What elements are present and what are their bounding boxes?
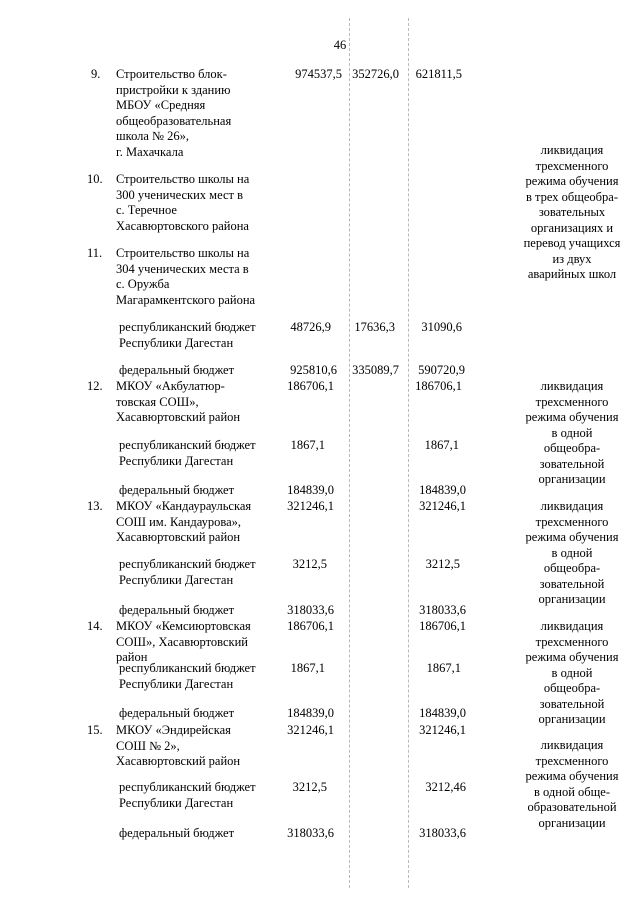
funding-source: республиканский бюджет Республики Дагестан — [119, 557, 256, 587]
amount-total: 3212,5 — [292, 557, 327, 571]
amount-total: 321246,1 — [287, 499, 334, 513]
row-number: 13. — [87, 499, 103, 513]
row-number: 11. — [87, 246, 103, 260]
amount-year-2: 321246,1 — [419, 499, 466, 513]
purpose-note: ликвидация трехсменного режима обучения в одной общеобра- зовательной организации — [525, 379, 619, 486]
amount-year-2: 621811,5 — [415, 67, 462, 81]
object-name: Строительство блок- пристройки к зданию МБОУ «Средняя общеобразовательная школа № 26», г. Махачкала — [116, 67, 232, 159]
amount-total: 925810,6 — [290, 363, 337, 377]
amount-year-2: 184839,0 — [419, 706, 466, 720]
funding-source: федеральный бюджет — [119, 603, 235, 617]
funding-source: федеральный бюджет — [119, 826, 235, 840]
row-number: 12. — [87, 379, 103, 393]
amount-year-1: 17636,3 — [354, 320, 395, 334]
amount-year-2: 321246,1 — [419, 723, 466, 737]
amount-total: 318033,6 — [287, 603, 334, 617]
amount-year-2: 3212,46 — [425, 780, 466, 794]
funding-source: федеральный бюджет — [119, 363, 235, 377]
row-number: 14. — [87, 619, 103, 633]
amount-year-2: 31090,6 — [421, 320, 462, 334]
amount-year-2: 1867,1 — [424, 438, 459, 452]
purpose-note: ликвидация трехсменного режима обучения в трех общеобра- зовательных организациях и перевод учащихся из двух аварийных школ — [523, 143, 621, 281]
amount-total: 186706,1 — [287, 619, 334, 633]
funding-source: республиканский бюджет Республики Дагестан — [119, 320, 256, 350]
funding-source: республиканский бюджет Республики Дагестан — [119, 780, 256, 810]
object-name: Строительство школы на 304 ученических места в с. Оружба Магарамкентского района — [116, 246, 256, 307]
object-name: МКОУ «Кемсиюртовская СОШ», Хасавюртовский район — [116, 619, 251, 664]
amount-year-1: 352726,0 — [352, 67, 399, 81]
amount-total: 318033,6 — [287, 826, 334, 840]
amount-year-2: 590720,9 — [418, 363, 465, 377]
purpose-note: ликвидация трехсменного режима обучения в одной общеобра- зовательной организации — [525, 499, 619, 606]
object-name: МКОУ «Акбулатюр- товская СОШ», Хасавюртовский район — [116, 379, 241, 424]
object-name: МКОУ «Кандаураульская СОШ им. Кандаурова», Хасавюртовский район — [116, 499, 252, 544]
funding-source: республиканский бюджет Республики Дагестан — [119, 438, 256, 468]
amount-year-2: 184839,0 — [419, 483, 466, 497]
funding-source: федеральный бюджет — [119, 706, 235, 720]
funding-source: федеральный бюджет — [119, 483, 235, 497]
row-number: 15. — [87, 723, 103, 737]
amount-year-2: 186706,1 — [419, 619, 466, 633]
column-guide-left — [349, 18, 350, 888]
amount-total: 184839,0 — [287, 483, 334, 497]
amount-total: 1867,1 — [290, 661, 325, 675]
amount-total: 974537,5 — [295, 67, 342, 81]
page-number: 46 — [333, 38, 347, 52]
row-number: 10. — [87, 172, 103, 186]
funding-source: республиканский бюджет Республики Дагестан — [119, 661, 256, 691]
purpose-note: ликвидация трехсменного режима обучения в одной общеобра- зовательной организации — [525, 619, 619, 726]
row-number: 9. — [91, 67, 101, 81]
amount-year-1: 335089,7 — [352, 363, 399, 377]
amount-year-2: 3212,5 — [425, 557, 460, 571]
amount-total: 1867,1 — [290, 438, 325, 452]
amount-total: 186706,1 — [287, 379, 334, 393]
amount-year-2: 318033,6 — [419, 826, 466, 840]
amount-year-2: 186706,1 — [415, 379, 462, 393]
object-name: Строительство школы на 300 ученических мест в с. Теречное Хасавюртовского района — [116, 172, 250, 233]
amount-total: 48726,9 — [290, 320, 331, 334]
amount-total: 3212,5 — [292, 780, 327, 794]
purpose-note: ликвидация трехсменного режима обучения в одной обще- образовательной организации — [525, 738, 619, 830]
amount-total: 321246,1 — [287, 723, 334, 737]
amount-year-2: 318033,6 — [419, 603, 466, 617]
amount-year-2: 1867,1 — [426, 661, 461, 675]
object-name: МКОУ «Эндирейская СОШ № 2», Хасавюртовский район — [116, 723, 241, 768]
amount-total: 184839,0 — [287, 706, 334, 720]
